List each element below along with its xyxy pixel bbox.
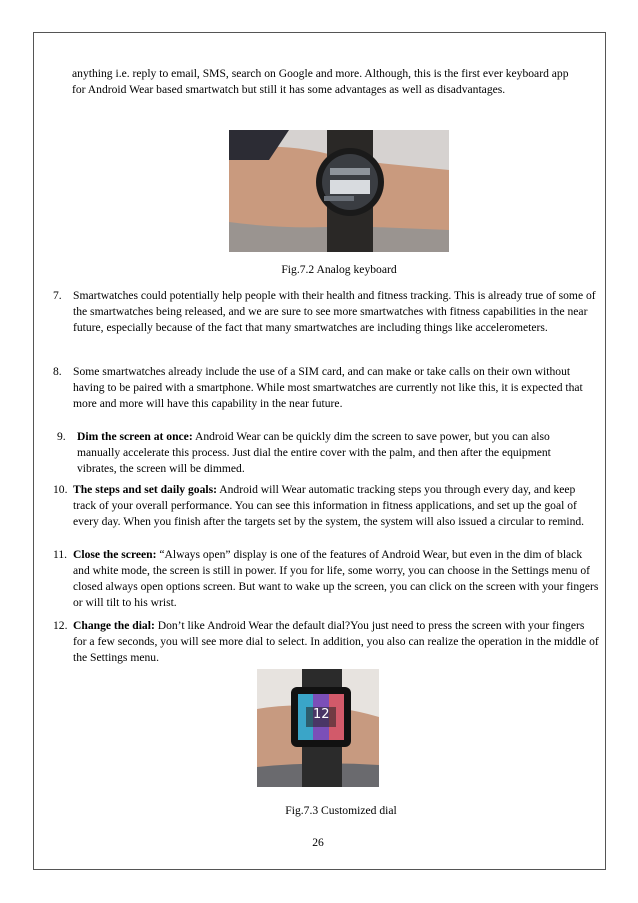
item-text: Some smartwatches already include the use of a SIM card, and can make or take calls on their own without having to be paired with a smartphone. While most smartwatches are currently not like this, it is expected that more and more will have this capability in the near future. — [73, 365, 583, 410]
item-title: The steps and set daily goals: — [73, 483, 217, 496]
figure-caption: Fig.7.2 Analog keyboard — [281, 263, 397, 276]
item-text: Android will Wear automatic tracking steps you through every day, and keep track of your overall performance. You can see this information in fitness applications, and set up the goal of every day. When you finish after the targets set by the system, the system will also issued a circular to remind. — [73, 483, 585, 528]
item-text: Don’t like Android Wear the default dial?You just need to press the screen with your fingers for a few seconds, you will see more dial to select. In addition, you also can realize the operation in the middle of the Settings menu. — [73, 619, 599, 664]
item-text: Smartwatches could potentially help people with their health and fitness tracking. This is already true of some of the smartwatches being released, and we are sure to see more smartwatches with fitness capabilities in the near future, especially because of the fact that many smartwatches are including things like accelerometers. — [73, 289, 596, 334]
item-title: Dim the screen at once: — [77, 430, 193, 443]
item-title: Change the dial: — [73, 619, 155, 632]
page-number: 26 — [312, 836, 324, 849]
item-number: 9. — [57, 430, 66, 443]
item-number: 8. — [53, 365, 62, 378]
item-text: Android Wear can be quickly dim the screen to save power, but you can also manually accelerate this process. Just dial the entire cover with the palm, and then after the equipment vibrates, the screen will be dimmed. — [77, 430, 551, 475]
intro-paragraph: anything i.e. reply to email, SMS, search on Google and more. Although, this is the first ever keyboard app for Android Wear based smartwatch but still it has some advantages as well as disadvantages. — [72, 67, 569, 96]
smartwatch-dial-photo — [257, 669, 379, 787]
smartwatch-keyboard-photo — [229, 130, 449, 252]
item-text: “Always open” display is one of the features of Android Wear, but even in the dim of black and white mode, the screen is still in power. If you for life, some worry, you can choose in the Settings menu of closed always open options screen. But want to wake up the screen, you can click on the screen with your fingers or will tilt to his wrist. — [73, 548, 599, 609]
figure-caption: Fig.7.3 Customized dial — [285, 804, 397, 817]
item-number: 7. — [53, 289, 62, 302]
item-title: Close the screen: — [73, 548, 157, 561]
item-number: 11. — [53, 548, 68, 561]
item-number: 10. — [53, 483, 68, 496]
item-number: 12. — [53, 619, 68, 632]
dial-number: 12 — [313, 707, 330, 722]
